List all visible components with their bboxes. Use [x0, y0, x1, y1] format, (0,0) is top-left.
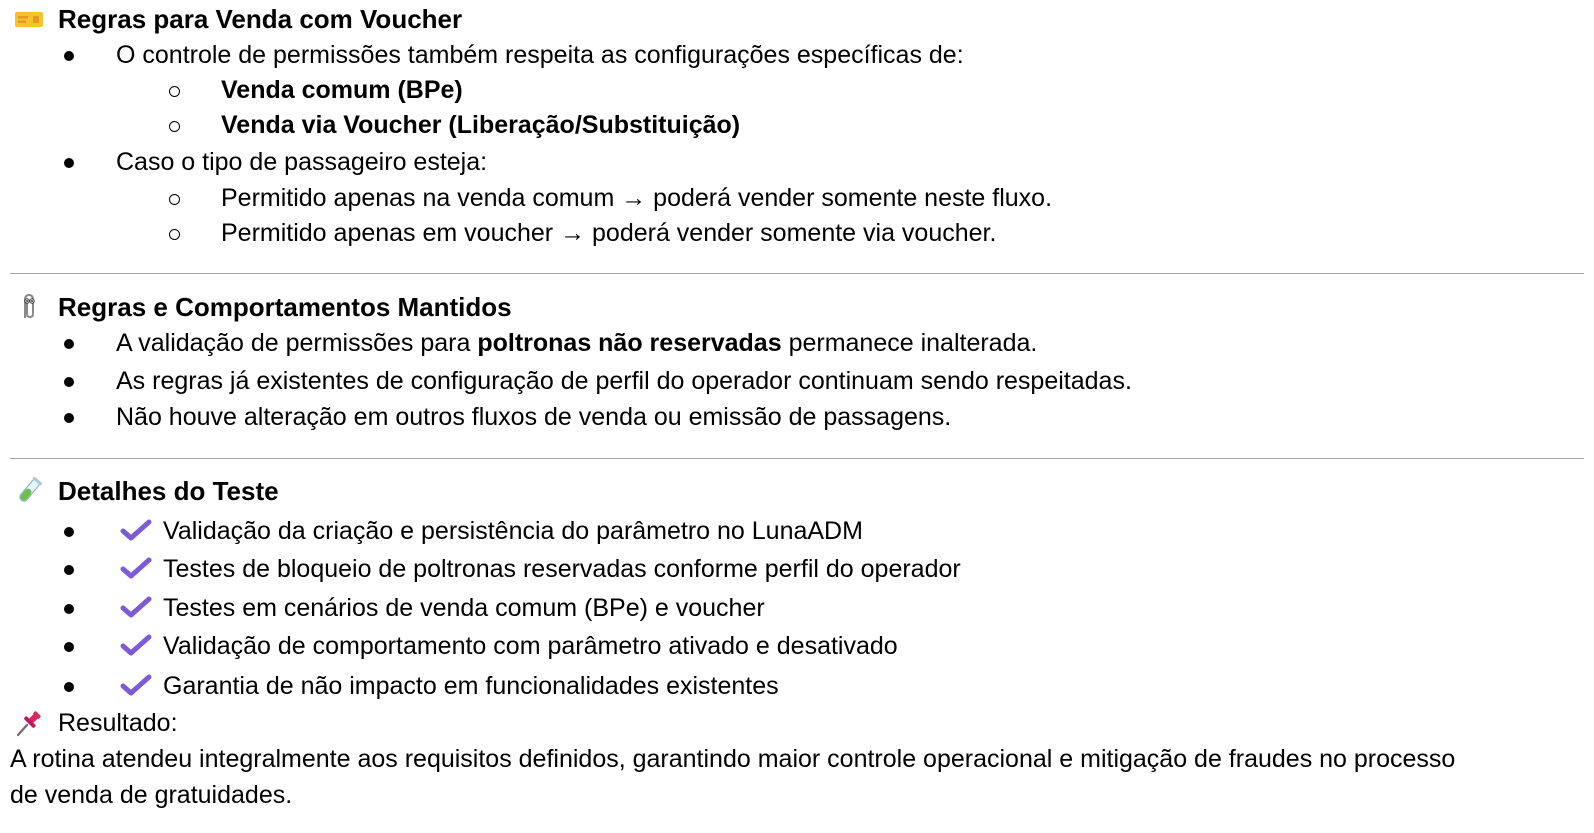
divider	[10, 458, 1584, 459]
pushpin-icon	[12, 706, 46, 740]
section-mantidos-title: Regras e Comportamentos Mantidos	[58, 292, 512, 322]
bullet-icon	[64, 377, 74, 387]
bullet-icon	[64, 565, 74, 575]
ticket-icon	[12, 2, 46, 36]
bullet-icon	[64, 642, 74, 652]
section-teste-title: Detalhes do Teste	[58, 476, 279, 506]
check-mark-icon	[120, 632, 152, 667]
divider	[10, 273, 1584, 274]
circle-bullet-icon	[169, 229, 180, 240]
circle-bullet-icon	[169, 194, 180, 205]
check-mark-icon	[120, 594, 152, 629]
bullet-icon	[64, 604, 74, 614]
paperclip-face-icon	[12, 290, 46, 324]
bullet-icon	[64, 158, 74, 168]
section-voucher-title: Regras para Venda com Voucher	[58, 4, 463, 34]
check-mark-icon	[120, 517, 152, 552]
test-tube-icon	[12, 474, 46, 508]
bullet-icon	[64, 339, 74, 349]
bullet-icon	[64, 527, 74, 537]
bullet-icon	[64, 51, 74, 61]
resultado-label: Resultado:	[58, 709, 178, 737]
circle-bullet-icon	[169, 86, 180, 97]
check-mark-icon	[120, 555, 152, 590]
bullet-icon	[64, 413, 74, 423]
check-mark-icon	[120, 672, 152, 707]
bullet-icon	[64, 682, 74, 692]
circle-bullet-icon	[169, 121, 180, 132]
resultado-text: A rotina atendeu integralmente aos requisitos definidos, garantindo maior controle operacional e mitigação de fraudes no processo de venda de gratuidades.	[10, 745, 1456, 809]
